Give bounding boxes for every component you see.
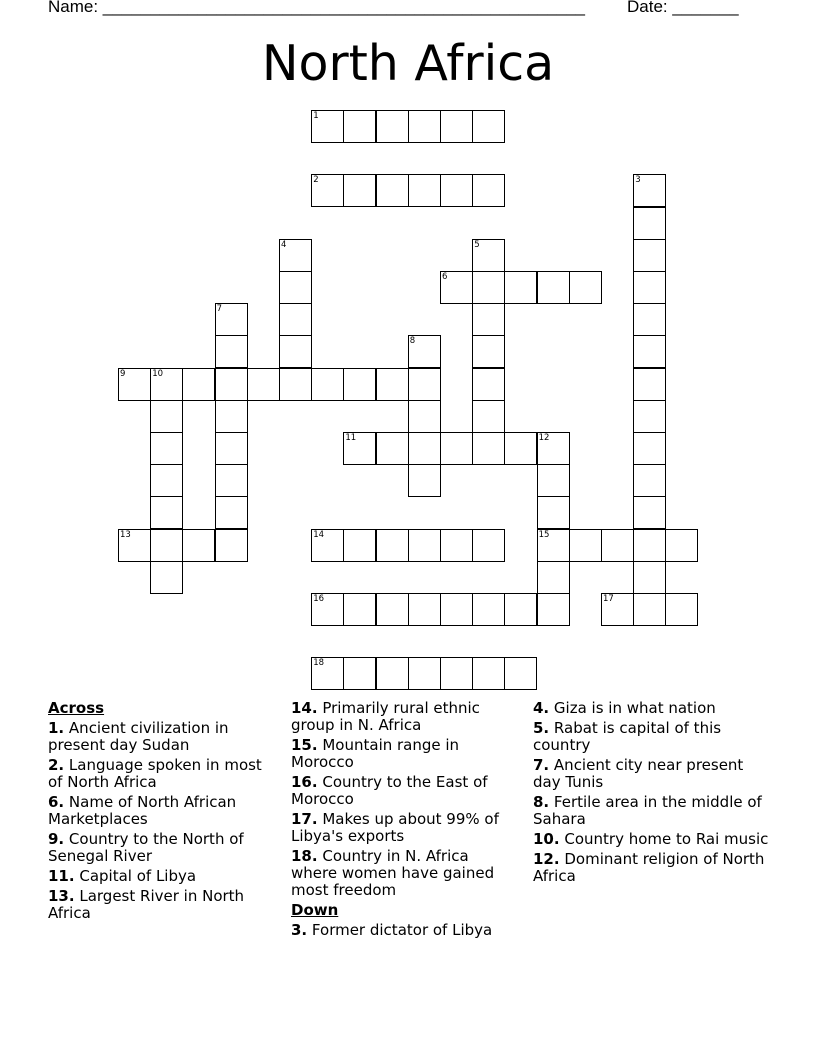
grid-cell[interactable] (408, 335, 441, 368)
clue-down-8 (533, 794, 773, 828)
clue-across-17 (291, 811, 519, 845)
grid-cell[interactable] (472, 593, 505, 626)
grid-cell[interactable] (601, 529, 634, 562)
grid-cell[interactable] (472, 174, 505, 207)
grid-cell[interactable] (472, 110, 505, 143)
grid-cell[interactable] (504, 593, 537, 626)
clue-down-3 (291, 922, 519, 939)
grid-cell[interactable] (440, 657, 473, 690)
clue-text: Capital of Libya (79, 867, 197, 885)
cell-number: 2 (313, 175, 319, 186)
clue-number: 9. (48, 830, 65, 848)
grid-cell[interactable] (215, 432, 248, 465)
grid-cell[interactable] (569, 529, 602, 562)
clue-across-1 (48, 720, 276, 754)
clue-across-13 (48, 888, 276, 922)
clue-number: 2. (48, 756, 65, 774)
clue-number: 8. (533, 793, 550, 811)
grid-cell[interactable] (311, 529, 344, 562)
cell-number: 17 (603, 594, 614, 604)
grid-cell[interactable] (150, 496, 183, 529)
grid-cell[interactable] (376, 593, 409, 626)
grid-cell[interactable] (633, 335, 666, 368)
grid-cell[interactable] (440, 110, 473, 143)
grid-cell[interactable] (408, 464, 441, 497)
grid-cell[interactable] (182, 368, 215, 401)
grid-cell[interactable] (343, 657, 376, 690)
grid-cell[interactable] (408, 432, 441, 465)
grid-cell[interactable] (440, 593, 473, 626)
clue-across-18 (291, 848, 519, 899)
cell-number: 12 (538, 433, 550, 443)
grid-cell[interactable] (504, 657, 537, 690)
grid-cell[interactable] (633, 593, 666, 626)
grid-cell[interactable] (633, 561, 666, 594)
cell-number: 13 (120, 529, 131, 540)
down-heading: Down (291, 901, 339, 919)
grid-cell[interactable] (472, 432, 505, 465)
grid-cell[interactable] (472, 368, 505, 401)
grid-cell[interactable] (279, 303, 312, 336)
grid-cell[interactable] (665, 593, 698, 626)
grid-cell[interactable] (279, 271, 312, 304)
clue-text: Fertile area in the middle of Sahara (533, 793, 762, 828)
name-field[interactable]: Name: ___________________________________________________ (48, 0, 585, 16)
cell-number: 18 (313, 658, 325, 669)
clue-number: 3. (291, 921, 308, 939)
grid-cell[interactable] (343, 110, 376, 143)
clue-down-10 (533, 831, 773, 848)
clue-text: Country home to Rai music (564, 830, 769, 848)
clue-number: 7. (533, 756, 550, 774)
clue-number: 6. (48, 793, 65, 811)
grid-cell[interactable] (311, 368, 344, 401)
cell-number: 3 (635, 175, 641, 186)
grid-cell[interactable] (472, 657, 505, 690)
grid-cell[interactable] (633, 271, 666, 304)
grid-cell[interactable] (376, 110, 409, 143)
grid-cell[interactable] (633, 529, 666, 562)
clue-text: Dominant religion of North Africa (533, 850, 765, 885)
cell-number: 6 (442, 272, 448, 282)
grid-cell[interactable] (537, 529, 570, 562)
grid-cell[interactable] (633, 400, 666, 433)
clue-number: 4. (533, 699, 550, 717)
grid-cell[interactable] (215, 368, 248, 401)
grid-cell[interactable] (633, 303, 666, 336)
clue-across-9 (48, 831, 276, 865)
across-heading: Across (48, 699, 105, 717)
clue-text: Makes up about 99% of Libya's exports (291, 810, 499, 845)
clue-number: 10. (533, 830, 560, 848)
grid-cell[interactable] (408, 110, 441, 143)
clue-number: 1. (48, 719, 65, 737)
grid-cell[interactable] (472, 303, 505, 336)
grid-cell[interactable] (408, 368, 441, 401)
grid-cell[interactable] (537, 432, 570, 465)
grid-cell[interactable] (311, 174, 344, 207)
grid-cell[interactable] (472, 400, 505, 433)
grid-cell[interactable] (665, 529, 698, 562)
cell-number: 4 (281, 239, 287, 250)
grid-cell[interactable] (343, 174, 376, 207)
clue-across-15 (291, 737, 519, 771)
clue-text: Country in N. Africa where women have gained most freedom (291, 847, 495, 899)
grid-cell[interactable] (118, 529, 151, 562)
grid-cell[interactable] (215, 335, 248, 368)
cell-number: 5 (474, 239, 480, 250)
grid-cell[interactable] (118, 368, 151, 401)
clue-text: Name of North African Marketplaces (48, 793, 237, 828)
clue-number: 17. (291, 810, 318, 828)
grid-cell[interactable] (215, 400, 248, 433)
grid-cell[interactable] (472, 271, 505, 304)
grid-cell[interactable] (537, 561, 570, 594)
grid-cell[interactable] (537, 271, 570, 304)
cell-number: 15 (538, 529, 550, 540)
clue-number: 11. (48, 867, 75, 885)
grid-cell[interactable] (408, 174, 441, 207)
clue-number: 14. (291, 699, 318, 717)
grid-cell[interactable] (247, 368, 280, 401)
grid-cell[interactable] (311, 593, 344, 626)
clue-text: Rabat is capital of this country (533, 719, 722, 754)
clue-text: Former dictator of Libya (311, 921, 493, 939)
grid-cell[interactable] (504, 271, 537, 304)
clue-text: Ancient civilization in present day Sudan (48, 719, 229, 754)
grid-cell[interactable] (343, 593, 376, 626)
clue-down-7 (533, 757, 773, 791)
grid-cell[interactable] (215, 529, 248, 562)
grid-cell[interactable] (633, 464, 666, 497)
clue-number: 12. (533, 850, 560, 868)
grid-cell[interactable] (343, 529, 376, 562)
clue-down-5 (533, 720, 773, 754)
grid-cell[interactable] (376, 174, 409, 207)
grid-cell[interactable] (150, 561, 183, 594)
grid-cell[interactable] (279, 239, 312, 272)
grid-cell[interactable] (311, 657, 344, 690)
clue-text: Country to the East of Morocco (291, 773, 488, 808)
clue-down-12 (533, 851, 773, 885)
cell-number: 7 (216, 304, 223, 315)
grid-cell[interactable] (376, 657, 409, 690)
cell-number: 11 (345, 433, 357, 443)
page-title: North Africa (261, 35, 555, 92)
grid-cell[interactable] (150, 529, 183, 562)
clue-number: 18. (291, 847, 318, 865)
grid-cell[interactable] (633, 239, 666, 272)
grid-cell[interactable] (408, 400, 441, 433)
grid-cell[interactable] (150, 432, 183, 465)
clue-text: Ancient city near present day Tunis (533, 756, 744, 791)
clue-across-11 (48, 868, 276, 885)
cell-number: 16 (313, 594, 325, 604)
grid-cell[interactable] (150, 400, 183, 433)
grid-cell[interactable] (440, 529, 473, 562)
clue-number: 15. (291, 736, 318, 754)
grid-cell[interactable] (601, 593, 634, 626)
grid-cell[interactable] (504, 432, 537, 465)
grid-cell[interactable] (279, 368, 312, 401)
clues-column-1 (48, 700, 276, 925)
grid-cell[interactable] (569, 271, 602, 304)
cell-number: 9 (120, 368, 126, 379)
grid-cell[interactable] (343, 432, 376, 465)
grid-cell[interactable] (408, 657, 441, 690)
grid-cell[interactable] (537, 593, 570, 626)
grid-cell[interactable] (472, 239, 505, 272)
clues-column-2 (291, 700, 519, 942)
grid-cell[interactable] (408, 593, 441, 626)
grid-cell[interactable] (440, 432, 473, 465)
grid-cell[interactable] (376, 432, 409, 465)
date-field[interactable]: Date: _______ (627, 0, 739, 16)
grid-cell[interactable] (633, 496, 666, 529)
grid-cell[interactable] (472, 335, 505, 368)
grid-cell[interactable] (408, 529, 441, 562)
clue-text: Country to the North of Senegal River (48, 830, 244, 865)
clue-across-2 (48, 757, 276, 791)
clue-text: Giza is in what nation (553, 699, 716, 717)
grid-cell[interactable] (537, 496, 570, 529)
grid-cell[interactable] (376, 529, 409, 562)
grid-cell[interactable] (440, 271, 473, 304)
clue-down-4 (533, 700, 773, 717)
clue-across-6 (48, 794, 276, 828)
grid-cell[interactable] (440, 174, 473, 207)
grid-cell[interactable] (633, 207, 666, 240)
clue-text: Language spoken in most of North Africa (48, 756, 262, 791)
grid-cell[interactable] (472, 529, 505, 562)
grid-cell[interactable] (633, 432, 666, 465)
grid-cell[interactable] (633, 368, 666, 401)
grid-cell[interactable] (182, 529, 215, 562)
grid-cell[interactable] (279, 335, 312, 368)
clue-across-16 (291, 774, 519, 808)
grid-cell[interactable] (150, 368, 183, 401)
clue-number: 16. (291, 773, 318, 791)
cell-number: 1 (313, 111, 319, 121)
cell-number: 8 (409, 336, 416, 347)
grid-cell[interactable] (633, 174, 666, 207)
grid-cell[interactable] (215, 496, 248, 529)
clue-number: 13. (48, 887, 75, 905)
clue-text: Largest River in North Africa (48, 887, 245, 922)
grid-cell[interactable] (537, 464, 570, 497)
grid-cell[interactable] (215, 464, 248, 497)
grid-cell[interactable] (150, 464, 183, 497)
cell-number: 14 (313, 529, 325, 540)
clues-column-3 (533, 700, 773, 888)
clue-number: 5. (533, 719, 550, 737)
clue-text: Primarily rural ethnic group in N. Africa (291, 699, 480, 734)
clue-text: Mountain range in Morocco (291, 736, 460, 771)
clue-across-14 (291, 700, 519, 734)
grid-cell[interactable] (343, 368, 376, 401)
cell-number: 10 (152, 368, 164, 379)
grid-cell[interactable] (376, 368, 409, 401)
grid-cell[interactable] (311, 110, 344, 143)
grid-cell[interactable] (215, 303, 248, 336)
